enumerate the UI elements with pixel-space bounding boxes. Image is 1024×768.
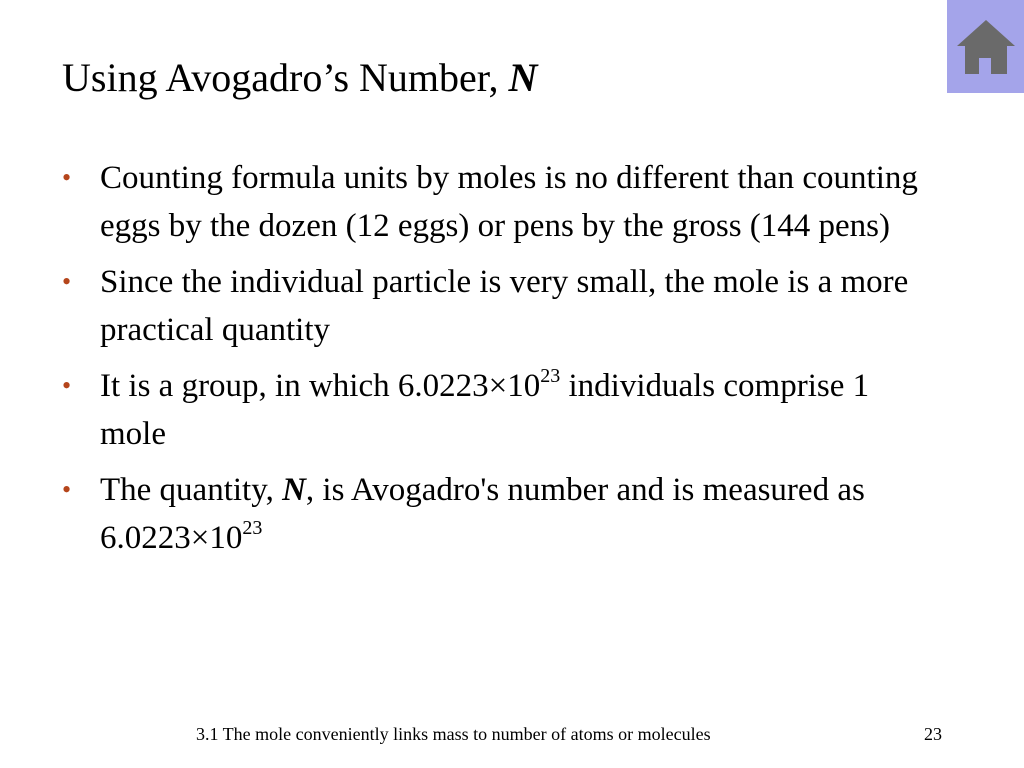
bullet-item: [62, 154, 932, 250]
slide-title: [62, 52, 537, 104]
title-text: Using Avogadro’s Number,: [62, 55, 509, 100]
bullet-dot: •: [62, 475, 72, 504]
house-icon: [955, 16, 1017, 78]
bullet-dot: •: [62, 267, 72, 296]
exponent: 23: [540, 365, 561, 387]
bullet-text: Counting formula units by moles is no different than counting eggs by the dozen (12 eggs) or pens by the gross (144 pens): [100, 160, 918, 244]
bullet-dot: •: [62, 163, 72, 192]
bullet-item: [62, 362, 932, 458]
avogadro-symbol: N: [508, 55, 538, 100]
bullet-text-after: individuals comprise 1 mole: [100, 368, 870, 452]
bullet-text-before: It is a group, in which 6.0223×10: [100, 368, 541, 404]
bullet-list: [62, 154, 932, 570]
page-number: 23: [924, 724, 942, 744]
exponent: 23: [242, 517, 263, 539]
bullet-text: Since the individual particle is very small, the mole is a more practical quantity: [100, 264, 909, 348]
slide-footer: 3.1 The mole conveniently links mass to number of atoms or molecules: [196, 724, 711, 744]
bullet-item: [62, 258, 932, 354]
bullet-dot: •: [62, 371, 72, 400]
avogadro-symbol: N: [282, 472, 306, 508]
home-button[interactable]: [947, 0, 1024, 93]
bullet-text-middle: , is Avogadro's number and is measured as 6.0223×10: [100, 472, 865, 556]
bullet-text-before: The quantity,: [100, 472, 283, 508]
bullet-item: [62, 466, 932, 562]
